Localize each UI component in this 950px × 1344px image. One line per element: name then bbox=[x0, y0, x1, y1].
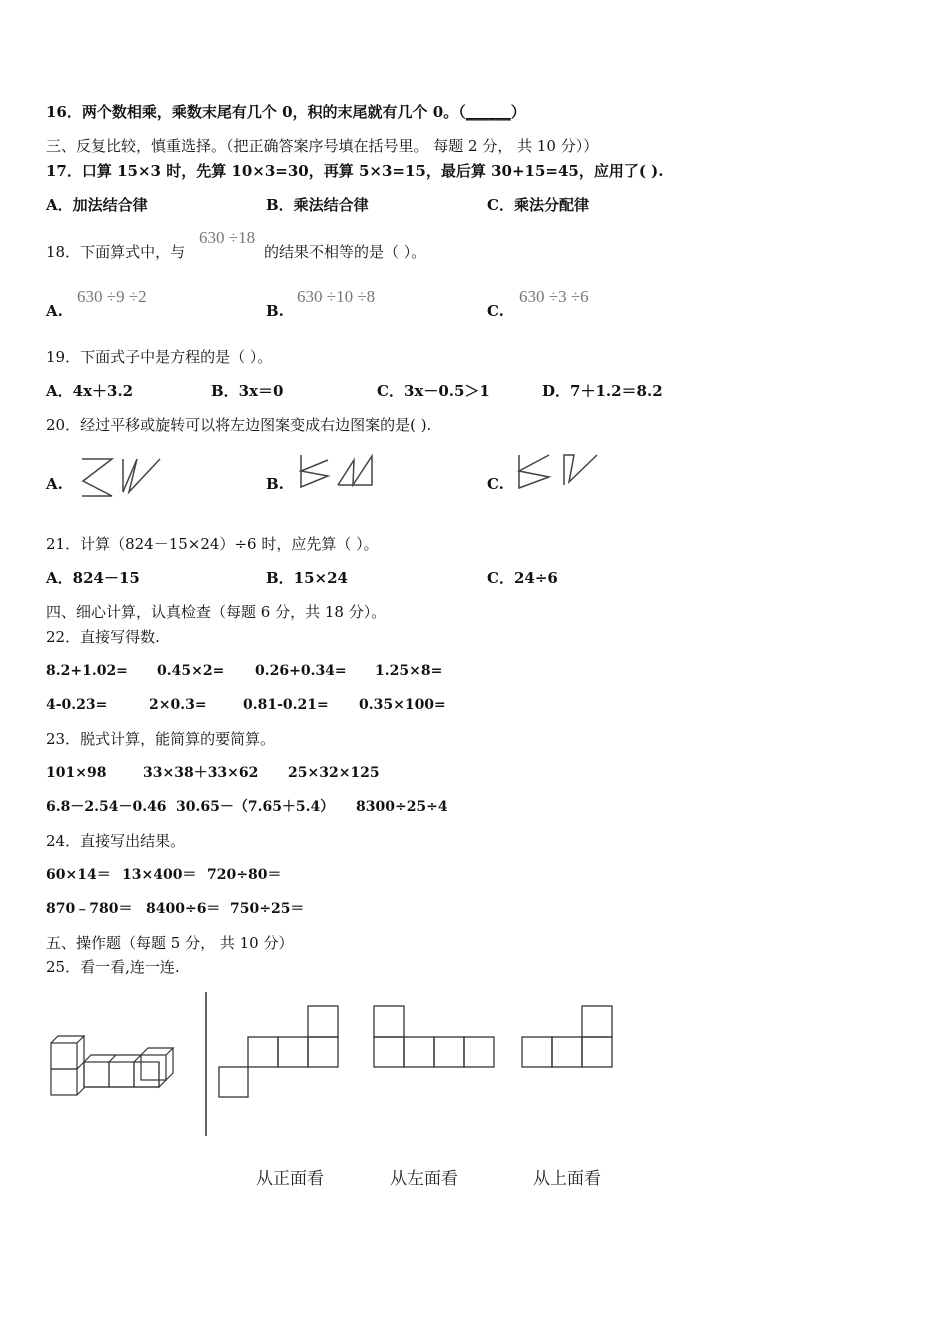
question-18-prefix: 18．下面算式中，与 bbox=[46, 243, 186, 261]
option-17a: A．加法结合律 bbox=[46, 196, 148, 214]
q22-item: 1.25×8= bbox=[375, 663, 443, 679]
option-18a-label: A. bbox=[46, 302, 63, 320]
q24-item: 720÷80＝ bbox=[207, 867, 282, 883]
grid-square bbox=[434, 1037, 464, 1067]
q23-item: 6.8－2.54－0.46 bbox=[46, 799, 167, 815]
question-23: 23．脱式计算，能简算的要简算。 bbox=[46, 730, 276, 748]
cube-face bbox=[134, 1062, 159, 1087]
question-17: 17．口算 15×3 时，先算 10×3=30，再算 5×3=15，最后算 30+15=45，应用了( ). bbox=[46, 162, 664, 180]
option-20b-figure bbox=[298, 452, 378, 492]
option-21b: B．15×24 bbox=[266, 569, 348, 587]
option-18c-expression: 630 ÷3 ÷6 bbox=[519, 287, 589, 306]
option-19d: D．7＋1.2＝8.2 bbox=[542, 382, 663, 400]
question-24: 24．直接写出结果。 bbox=[46, 832, 186, 850]
q23-item: 101×98 bbox=[46, 765, 107, 781]
q22-item: 0.26+0.34= bbox=[255, 663, 347, 679]
option-19c: C．3x－0.5＞1 bbox=[377, 382, 490, 400]
grid-square bbox=[404, 1037, 434, 1067]
view-grid-3 bbox=[521, 1005, 615, 1069]
question-21: 21．计算（824－15×24）÷6 时，应先算（ ）。 bbox=[46, 535, 379, 553]
grid-square bbox=[308, 1037, 338, 1067]
question-16-text: 16．两个数相乘，乘数末尾有几个 0，积的末尾就有几个 0。（ bbox=[46, 103, 466, 121]
option-20a-label: A. bbox=[46, 475, 63, 493]
view-grid-1 bbox=[218, 1005, 340, 1099]
zigzag-left-shape-c bbox=[519, 455, 549, 488]
section-3-heading: 三、反复比较，慎重选择。（把正确答案序号填在括号里。 每题 2 分， 共 10 分）） bbox=[46, 137, 599, 155]
divider-line bbox=[204, 992, 208, 1138]
caption-front-view: 从正面看 bbox=[256, 1169, 324, 1189]
grid-square bbox=[308, 1006, 338, 1037]
q22-item: 0.45×2= bbox=[157, 663, 225, 679]
option-20a-figure bbox=[80, 456, 164, 498]
q23-item: 8300÷25÷4 bbox=[356, 799, 448, 815]
q23-item: 33×38＋33×62 bbox=[143, 765, 259, 781]
zigzag-right-shape-b bbox=[338, 456, 372, 485]
option-18b-label: B. bbox=[266, 302, 284, 320]
cube-stack-figure bbox=[48, 1033, 184, 1101]
q24-item: 750÷25＝ bbox=[230, 901, 305, 917]
caption-left-view: 从左面看 bbox=[390, 1169, 458, 1189]
q23-item: 30.65－（7.65＋5.4） bbox=[176, 799, 335, 815]
q22-item: 0.35×100= bbox=[359, 697, 446, 713]
q22-item: 0.81-0.21= bbox=[243, 697, 329, 713]
question-16 bbox=[46, 102, 526, 122]
zigzag-right-shape-a bbox=[123, 459, 160, 492]
option-20b-label: B. bbox=[266, 475, 284, 493]
cube-face bbox=[51, 1043, 77, 1069]
grid-square bbox=[552, 1037, 582, 1067]
option-20c-figure bbox=[516, 452, 602, 492]
cube-face bbox=[84, 1062, 109, 1087]
grid-square bbox=[248, 1037, 278, 1067]
zigzag-left-shape-a bbox=[82, 459, 112, 496]
grid-square bbox=[219, 1067, 248, 1097]
option-18b-expression: 630 ÷10 ÷8 bbox=[297, 287, 376, 306]
option-18c-label: C. bbox=[487, 302, 504, 320]
question-16-end: ） bbox=[510, 103, 526, 121]
q22-item: 2×0.3= bbox=[149, 697, 207, 713]
option-18a-expression: 630 ÷9 ÷2 bbox=[77, 287, 147, 306]
option-21c: C．24÷6 bbox=[487, 569, 558, 587]
option-17b: B．乘法结合律 bbox=[266, 196, 369, 214]
question-18-suffix: 的结果不相等的是（ ）。 bbox=[264, 243, 427, 261]
q22-item: 8.2+1.02= bbox=[46, 663, 128, 679]
q24-item: 60×14＝ bbox=[46, 867, 111, 883]
grid-square bbox=[374, 1006, 404, 1037]
grid-square bbox=[522, 1037, 552, 1067]
cube-face bbox=[109, 1062, 134, 1087]
view-grid-2 bbox=[372, 1005, 496, 1069]
q22-item: 4-0.23= bbox=[46, 697, 108, 713]
question-18-expression: 630 ÷18 bbox=[199, 228, 256, 247]
grid-square bbox=[582, 1037, 612, 1067]
zigzag-right-shape-c bbox=[564, 455, 597, 485]
question-19: 19．下面式子中是方程的是（ ）。 bbox=[46, 348, 273, 366]
grid-square bbox=[374, 1037, 404, 1067]
cube-face bbox=[141, 1055, 166, 1080]
question-22: 22．直接写得数. bbox=[46, 628, 160, 646]
grid-square bbox=[582, 1006, 612, 1037]
option-21a: A．824－15 bbox=[46, 569, 140, 587]
caption-top-view: 从上面看 bbox=[533, 1169, 601, 1189]
q24-item: 8400÷6＝ bbox=[146, 901, 221, 917]
q23-item: 25×32×125 bbox=[288, 765, 380, 781]
section-5-heading: 五、操作题（每题 5 分， 共 10 分） bbox=[46, 934, 294, 952]
q24-item: 13×400＝ bbox=[122, 867, 197, 883]
cube-face bbox=[51, 1069, 77, 1095]
section-4-heading: 四、细心计算，认真检查（每题 6 分，共 18 分）。 bbox=[46, 603, 387, 621]
option-20c-label: C. bbox=[487, 475, 504, 493]
option-19a: A．4x＋3.2 bbox=[46, 382, 134, 400]
zigzag-left-shape-b bbox=[301, 455, 328, 487]
grid-square bbox=[464, 1037, 494, 1067]
q24-item: 870﹣780＝ bbox=[46, 901, 133, 917]
answer-blank[interactable]: ______ bbox=[465, 103, 511, 121]
grid-square bbox=[278, 1037, 308, 1067]
question-20: 20．经过平移或旋转可以将左边图案变成右边图案的是( ). bbox=[46, 416, 432, 434]
question-25: 25．看一看,连一连. bbox=[46, 958, 180, 976]
option-17c: C．乘法分配律 bbox=[487, 196, 589, 214]
option-19b: B．3x＝0 bbox=[211, 382, 284, 400]
